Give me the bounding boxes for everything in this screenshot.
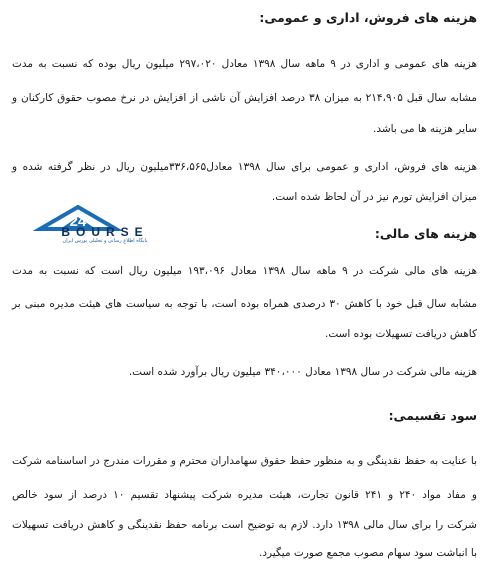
paragraph-line: با عنایت به حفظ نقدینگی و به منظور حفظ حقوق سهامداران محترم و مقررات مندرج در اساسنامه شرکت xyxy=(12,455,477,467)
paragraph-line: هزینه های مالی شرکت در ۹ ماهه سال ۱۳۹۸ معادل ۱۹۳،۰۹۶ میلیون ریال است که نسبت به مدت xyxy=(12,265,477,277)
logo-word: BOURSE xyxy=(61,225,149,239)
bourse24-logo xyxy=(20,205,190,245)
logo-number: 24 xyxy=(69,213,87,230)
paragraph-line: و مفاد مواد ۲۴۰ و ۲۴۱ قانون تجارت، هیئت مدیره شرکت پیشنهاد تقسیم ۱۰ درصد از سود خالص xyxy=(12,489,477,501)
heading-sales-admin-expenses: هزینه های فروش، اداری و عمومی: xyxy=(259,10,477,25)
paragraph-line: هزینه مالی شرکت در سال ۱۳۹۸ معادل ۳۴۰،۰۰۰ میلیون ریال برآورد شده است. xyxy=(128,366,477,378)
paragraph-line: سایر هزینه ها می باشد. xyxy=(373,123,477,135)
heading-dividend: سود تقسیمی: xyxy=(388,408,477,423)
logo-tagline: پایگاه اطلاع رسانی و تحلیلی بورس ایران xyxy=(62,238,148,244)
paragraph-line: هزینه های عمومی و اداری در ۹ ماهه سال ۱۳۹۸ معادل ۲۹۷،۰۲۰ میلیون ریال بوده که نسبت به مدت xyxy=(12,58,477,70)
paragraph-line: مشابه سال قبل ۲۱۴،۹۰۵ به میزان ۳۸ درصد افزایش آن ناشی از افزایش در نرخ مصوب حقوق کارکنان و xyxy=(12,92,478,104)
paragraph-line: کاهش دریافت تسهیلات بوده است. xyxy=(324,328,477,340)
paragraph-line: با انباشت سود سهام مصوب مجمع صورت میگیرد. xyxy=(259,547,477,559)
heading-financial-expenses: هزینه های مالی: xyxy=(374,226,477,241)
paragraph-line: هزینه های فروش، اداری و عمومی برای سال ۱۳۹۸ معادل۳۳۶،۵۶۵میلیون ریال در نظر گرفته شده و xyxy=(12,161,478,173)
paragraph-line: میزان افزایش تورم نیز در آن لحاظ شده است. xyxy=(271,191,477,203)
paragraph-line: مشابه سال قبل خود با کاهش ۳۰ درصدی همراه بوده است، با توجه به سیاست های هیئت مدیره مبنی بر xyxy=(12,298,477,310)
paragraph-line: شرکت را برای سال مالی ۱۳۹۸ دارد. لازم به توضیح است برنامه حفظ نقدینگی و کاهش دریافت تسهیلات xyxy=(12,519,477,531)
